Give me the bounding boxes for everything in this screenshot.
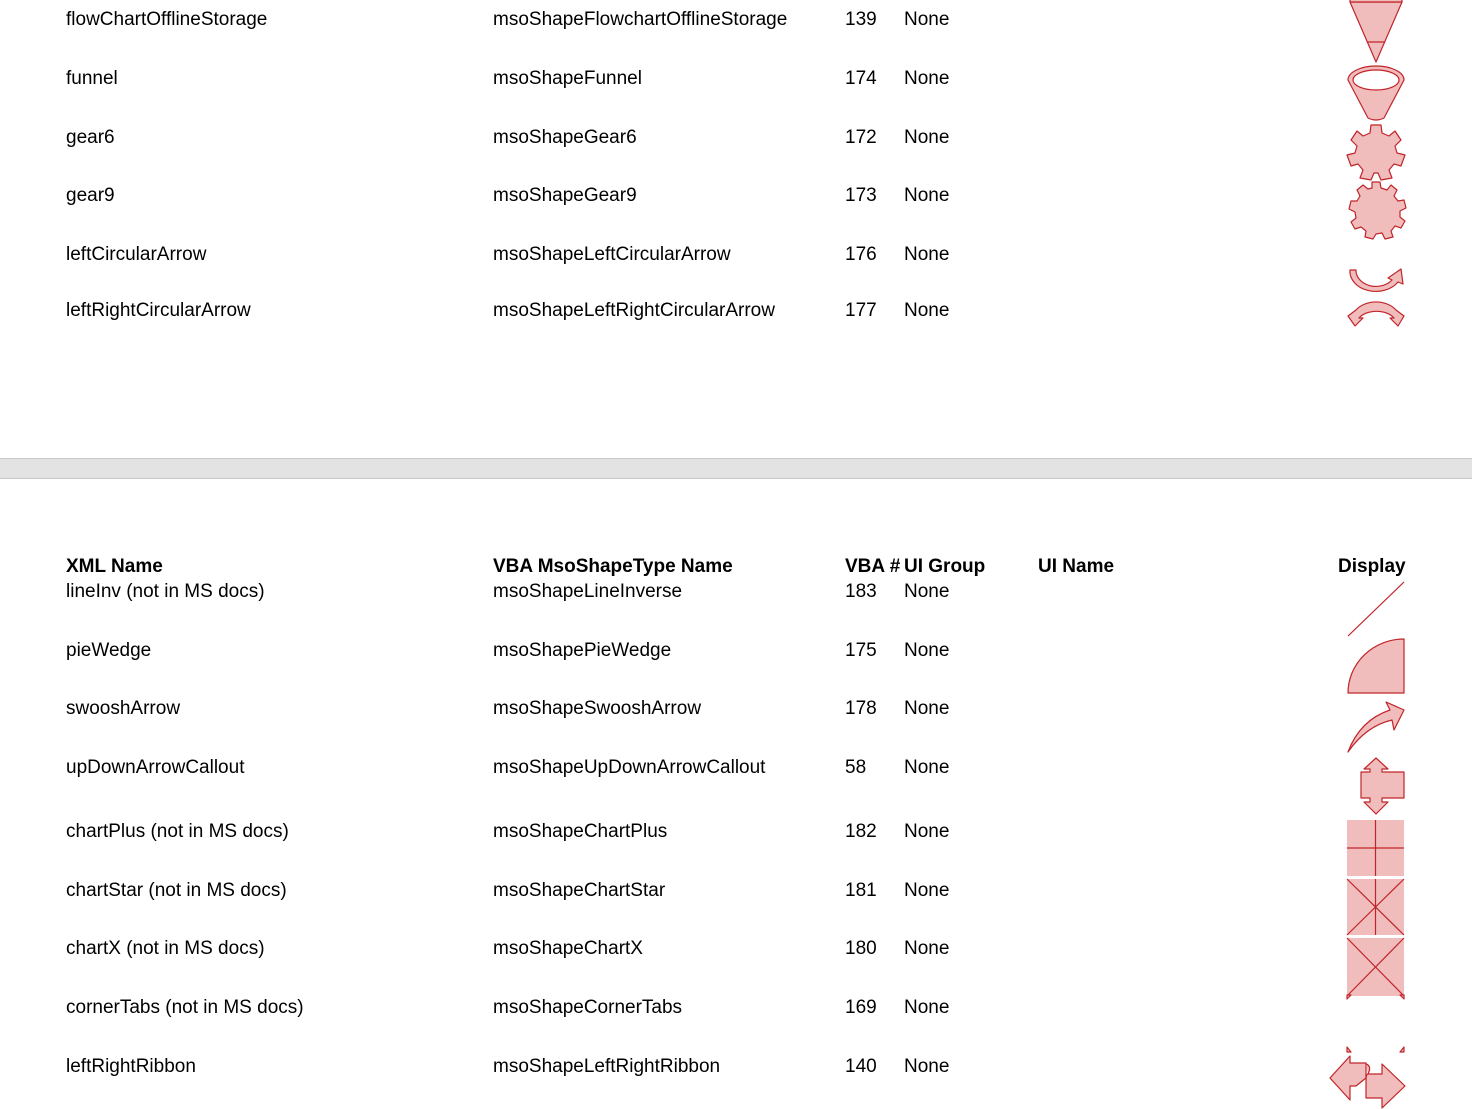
vba-name-cell: msoShapeChartStar <box>493 880 666 901</box>
offline-storage-shape <box>1346 0 1406 66</box>
xml-name-cell: cornerTabs (not in MS docs) <box>66 997 304 1018</box>
chart-x-shape <box>1346 937 1406 999</box>
header-display: Display <box>1338 556 1406 577</box>
vba-number-cell: 58 <box>845 757 867 778</box>
header-vba-number: VBA # <box>845 556 901 577</box>
vba-name-cell: msoShapeFunnel <box>493 68 642 89</box>
xml-name-cell: leftRightRibbon <box>66 1056 196 1077</box>
xml-name-cell: upDownArrowCallout <box>66 757 245 778</box>
xml-name-cell: funnel <box>66 68 118 89</box>
vba-name-cell: msoShapeChartX <box>493 938 643 959</box>
xml-name-cell: lineInv (not in MS docs) <box>66 581 265 602</box>
xml-name-cell: leftCircularArrow <box>66 244 207 265</box>
vba-number-cell: 175 <box>845 640 877 661</box>
vba-number-cell: 173 <box>845 185 877 206</box>
ui-group-cell: None <box>904 127 950 148</box>
vba-number-cell: 182 <box>845 821 877 842</box>
gear6-shape <box>1346 123 1406 181</box>
vba-name-cell: msoShapeLineInverse <box>493 581 683 602</box>
document-page-top <box>0 0 1472 458</box>
header-vba-name: VBA MsoShapeType Name <box>493 556 733 577</box>
vba-number-cell: 178 <box>845 698 877 719</box>
vba-name-cell: msoShapeLeftRightRibbon <box>493 1056 721 1077</box>
xml-name-cell: chartPlus (not in MS docs) <box>66 821 289 842</box>
ui-group-cell: None <box>904 244 950 265</box>
xml-name-cell: gear6 <box>66 127 115 148</box>
vba-number-cell: 181 <box>845 880 877 901</box>
chart-star-shape <box>1346 878 1406 936</box>
vba-name-cell: msoShapeLeftRightCircularArrow <box>493 300 775 321</box>
vba-name-cell: msoShapeChartPlus <box>493 821 668 842</box>
left-right-circular-arrow-shape <box>1346 298 1406 330</box>
xml-name-cell: flowChartOfflineStorage <box>66 9 268 30</box>
swoosh-arrow-shape <box>1346 696 1406 754</box>
left-right-ribbon-shape <box>1328 1052 1408 1109</box>
vba-name-cell: msoShapeFlowchartOfflineStorage <box>493 9 788 30</box>
ui-group-cell: None <box>904 997 950 1018</box>
header-ui-name: UI Name <box>1038 556 1115 577</box>
ui-group-cell: None <box>904 938 950 959</box>
ui-group-cell: None <box>904 1056 950 1077</box>
vba-number-cell: 169 <box>845 997 877 1018</box>
vba-number-cell: 140 <box>845 1056 877 1077</box>
vba-name-cell: msoShapeGear9 <box>493 185 637 206</box>
ui-group-cell: None <box>904 9 950 30</box>
left-circular-arrow-shape <box>1346 266 1406 296</box>
vba-number-cell: 139 <box>845 9 877 30</box>
xml-name-cell: leftRightCircularArrow <box>66 300 251 321</box>
line-inverse-shape <box>1346 580 1406 638</box>
xml-name-cell: pieWedge <box>66 640 152 661</box>
up-down-arrow-callout-shape <box>1346 756 1406 816</box>
ui-group-cell: None <box>904 581 950 602</box>
corner-tabs-shape <box>1346 994 1406 1054</box>
vba-name-cell: msoShapePieWedge <box>493 640 672 661</box>
vba-number-cell: 183 <box>845 581 877 602</box>
vba-number-cell: 177 <box>845 300 877 321</box>
xml-name-cell: chartX (not in MS docs) <box>66 938 265 959</box>
ui-group-cell: None <box>904 640 950 661</box>
vba-name-cell: msoShapeGear6 <box>493 127 637 148</box>
xml-name-cell: swooshArrow <box>66 698 181 719</box>
xml-name-cell: chartStar (not in MS docs) <box>66 880 287 901</box>
ui-group-cell: None <box>904 698 950 719</box>
ui-group-cell: None <box>904 880 950 901</box>
vba-number-cell: 174 <box>845 68 877 89</box>
gear9-shape <box>1346 181 1406 239</box>
header-xml-name: XML Name <box>66 556 163 577</box>
ui-group-cell: None <box>904 68 950 89</box>
vba-name-cell: msoShapeSwooshArrow <box>493 698 702 719</box>
ui-group-cell: None <box>904 185 950 206</box>
document-page-bottom <box>0 480 1472 1109</box>
header-ui-group: UI Group <box>904 556 986 577</box>
vba-number-cell: 176 <box>845 244 877 265</box>
pie-wedge-shape <box>1346 637 1406 695</box>
ui-group-cell: None <box>904 757 950 778</box>
chart-plus-shape <box>1346 819 1406 877</box>
vba-number-cell: 180 <box>845 938 877 959</box>
xml-name-cell: gear9 <box>66 185 115 206</box>
vba-number-cell: 172 <box>845 127 877 148</box>
ui-group-cell: None <box>904 300 950 321</box>
funnel-shape <box>1346 64 1406 122</box>
ui-group-cell: None <box>904 821 950 842</box>
vba-name-cell: msoShapeLeftCircularArrow <box>493 244 731 265</box>
vba-name-cell: msoShapeCornerTabs <box>493 997 683 1018</box>
page-separator <box>0 458 1472 479</box>
vba-name-cell: msoShapeUpDownArrowCallout <box>493 757 766 778</box>
